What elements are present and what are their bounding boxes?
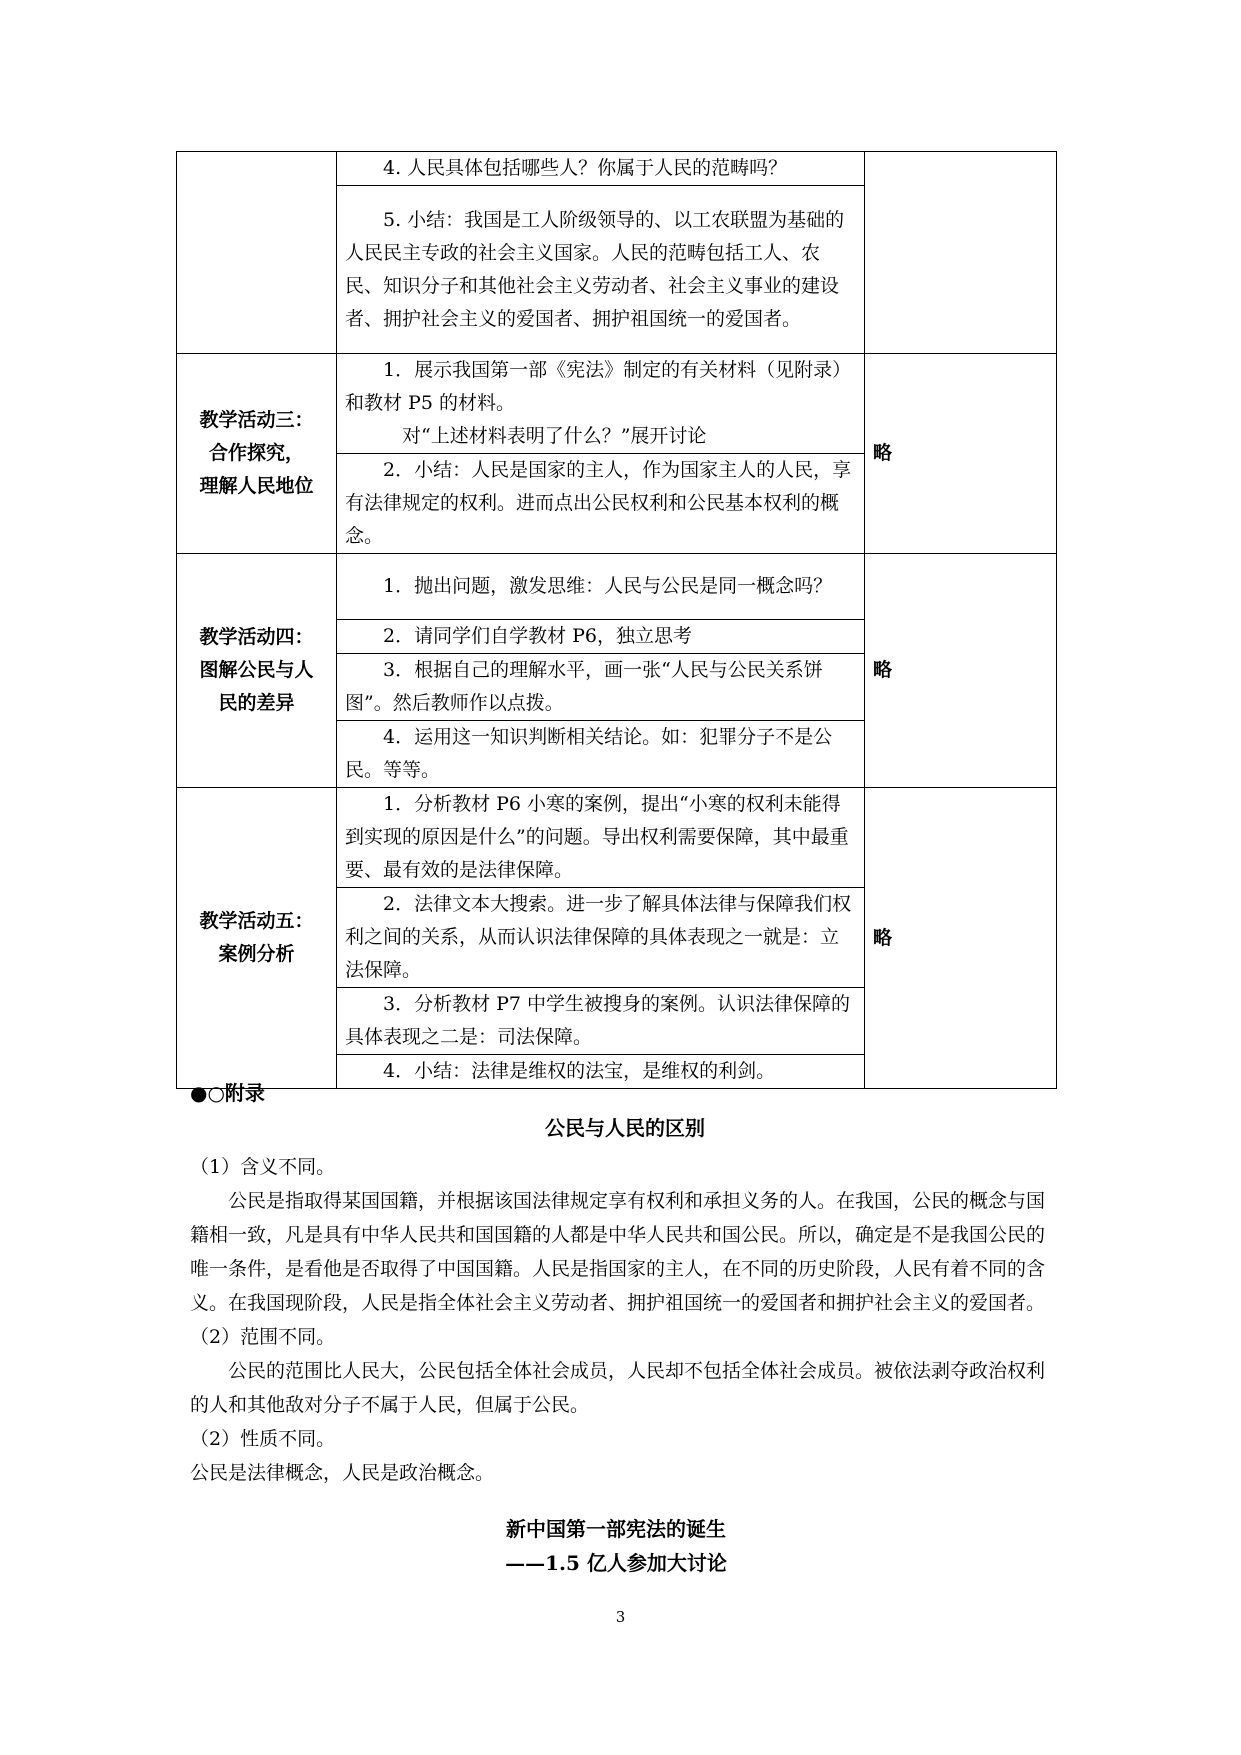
content-cell: 2．小结：人民是国家的主人，作为国家主人的人民，享有法律规定的权利。进而点出公民权利和公民基本权利的概念。 [337,454,865,554]
content-cell: 2．法律文本大搜索。进一步了解具体法律与保障我们权利之间的关系，从而认识法律保障的具体表现之一就是：立法保障。 [337,888,865,988]
activity-title-cell [177,788,337,1089]
content-cell: 3．分析教材 P7 中学生被搜身的案例。认识法律保障的具体表现之二是：司法保障。 [337,988,865,1055]
appendix-heading: （2）性质不同。 [190,1428,336,1450]
activity-title-line: 案例分析 [218,943,295,965]
appendix-paragraph: 公民是指取得某国国籍，并根据该国法律规定享有权利和承担义务的人。在我国，公民的概念与国籍相一致，凡是具有中华人民共和国国籍的人都是中华人民共和国公民。所以，确定是不是我国公民的唯一条件，是看他是否取得了中国国籍。人民是指国家的主人，在不同的历史阶段，人民有着不同的含义。在我国现阶段，人民是指全体社会主义劳动者、拥护祖国统一的爱国者和拥护社会主义的爱国者。 [190,1190,1046,1314]
appendix-paragraph: 公民是法律概念，人民是政治概念。 [190,1462,495,1484]
section-title: 新中国第一部宪法的诞生 [506,1517,726,1541]
table-row [177,354,1057,454]
content-cell: 1．分析教材 P6 小寒的案例，提出“小寒的权利未能得到实现的原因是什么”的问题。导出权利需要保障，其中最重要、最有效的是法律保障。 [337,788,865,888]
table-row [177,554,1057,620]
note-cell: 略 [865,354,1057,554]
table-row [177,152,1057,186]
content-cell: 4．小结：法律是维权的法宝，是维权的利剑。 [337,1055,865,1089]
activity-title-line: 合作探究， [208,442,304,464]
content-cell: 5. 小结：我国是工人阶级领导的、以工农联盟为基础的人民民主专政的社会主义国家。人民的范畴包括工人、农民、知识分子和其他社会主义劳动者、社会主义事业的建设者、拥护社会主义的爱国者、拥护祖国统一的爱国者。 [337,186,865,354]
content-subline: 对“上述材料表明了什么？”展开讨论 [402,425,707,447]
note-cell: 略 [865,554,1057,788]
appendix-heading: （1）含义不同。 [190,1156,336,1178]
content-cell: 3．根据自己的理解水平，画一张“人民与公民关系饼图”。然后教师作以点拨。 [337,654,865,721]
appendix-title: 公民与人民的区别 [545,1116,705,1140]
activity-cell-empty [177,152,337,354]
activity-title-line: 教学活动四： [199,626,314,648]
activity-title-line: 教学活动三： [199,409,314,431]
activity-title-cell [177,554,337,788]
content-cell: 4．运用这一知识判断相关结论。如：犯罪分子不是公民。等等。 [337,721,865,788]
content-cell: 2．请同学们自学教材 P6，独立思考 [337,620,865,654]
appendix-section [190,1078,1060,1490]
content-cell [337,354,865,454]
content-cell: 1．抛出问题，激发思维：人民与公民是同一概念吗？ [337,554,865,620]
activity-title-line: 图解公民与人 [199,659,314,681]
activity-title-line: 教学活动五： [199,910,314,932]
content-cell: 4. 人民具体包括哪些人？你属于人民的范畴吗？ [337,152,865,186]
appendix-heading: （2）范围不同。 [190,1326,336,1348]
activity-title-line: 民的差异 [218,692,295,714]
appendix-label: ●○附录 [190,1081,265,1105]
section-subtitle: ——1.5 亿人参加大讨论 [505,1551,727,1575]
content-text: 1．展示我国第一部《宪法》制定的有关材料（见附录）和教材 P5 的材料。 [345,359,852,414]
page-number: 3 [615,1608,626,1626]
activity-title-line: 理解人民地位 [199,475,314,497]
note-cell: 略 [865,788,1057,1089]
activity-title-cell [177,354,337,554]
lesson-plan-table [176,151,1057,1089]
table-row [177,788,1057,888]
note-cell-empty [865,152,1057,354]
appendix-paragraph: 公民的范围比人民大，公民包括全体社会成员，人民却不包括全体社会成员。被依法剥夺政治权利的人和其他敌对分子不属于人民，但属于公民。 [190,1360,1046,1416]
